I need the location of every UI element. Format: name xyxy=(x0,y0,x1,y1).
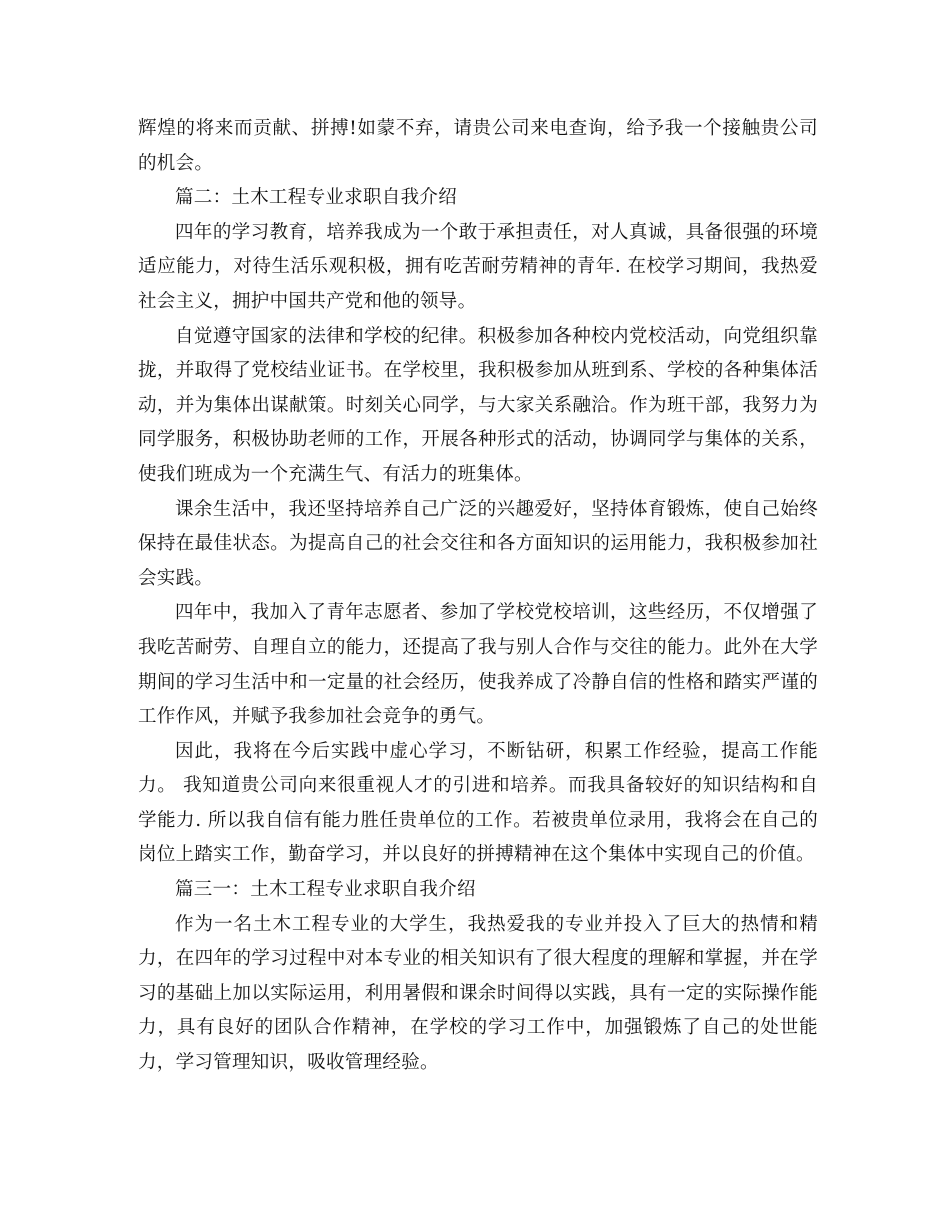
paragraph-continuation: 辉煌的将来而贡献、拼搏!如蒙不弃，请贵公司来电查询，给予我一个接触贵公司的机会。 xyxy=(138,118,818,174)
paragraph: 自觉遵守国家的法律和学校的纪律。积极参加各种校内党校活动，向党组织靠拢，并取得了党校结业证书。在学校里，我积极参加从班到系、学校的各种集体活动，并为集体出谋献策。时刻关心同学，与大家关系融洽。作为班干部，我努力为同学服务，积极协助老师的工作，开展各种形式的活动，协调同学与集体的关系，使我们班成为一个充满生气、有活力的班集体。 xyxy=(138,325,818,485)
document-body xyxy=(138,112,818,1081)
paragraph: 四年的学习教育，培养我成为一个敢于承担责任，对人真诚，具备很强的环境适应能力，对待生活乐观积极，拥有吃苦耐劳精神的青年. 在校学习期间，我热爱社会主义，拥护中国共产党和他的领导。 xyxy=(138,221,818,312)
section-heading-3: 篇三一：土木工程专业求职自我介绍 xyxy=(175,879,476,901)
paragraph: 作为一名土木工程专业的大学生，我热爱我的专业并投入了巨大的热情和精力，在四年的学习过程中对本专业的相关知识有了很大程度的理解和掌握，并在学习的基础上加以实际运用，利用暑假和课余时间得以实践，具有一定的实际操作能力，具有良好的团队合作精神，在学校的学习工作中，加强锻炼了自己的处世能力，学习管理知识，吸收管理经验。 xyxy=(138,913,818,1074)
paragraph: 四年中，我加入了青年志愿者、参加了学校党校培训，这些经历，不仅增强了我吃苦耐劳、自理自立的能力，还提高了我与别人合作与交往的能力。此外在大学期间的学习生活中和一定量的社会经历，使我养成了冷静自信的性格和踏实严谨的工作作风，并赋予我参加社会竞争的勇气。 xyxy=(138,602,818,728)
paragraph: 课余生活中，我还坚持培养自己广泛的兴趣爱好，坚持体育锻炼，使自己始终保持在最佳状态。为提高自己的社会交往和各方面知识的运用能力，我积极参加社会实践。 xyxy=(138,498,818,589)
section-heading-2: 篇二：土木工程专业求职自我介绍 xyxy=(175,187,458,209)
paragraph: 因此，我将在今后实践中虚心学习，不断钻研，积累工作经验，提高工作能力。 我知道贵公司向来很重视人才的引进和培养。而我具备较好的知识结构和自学能力. 所以我自信有能力胜任贵单位的工作。若被贵单位录用，我将会在自己的岗位上踏实工作，勤奋学习，并以良好的拼搏精神在这个集体中实现自己的价值。 xyxy=(138,740,818,866)
